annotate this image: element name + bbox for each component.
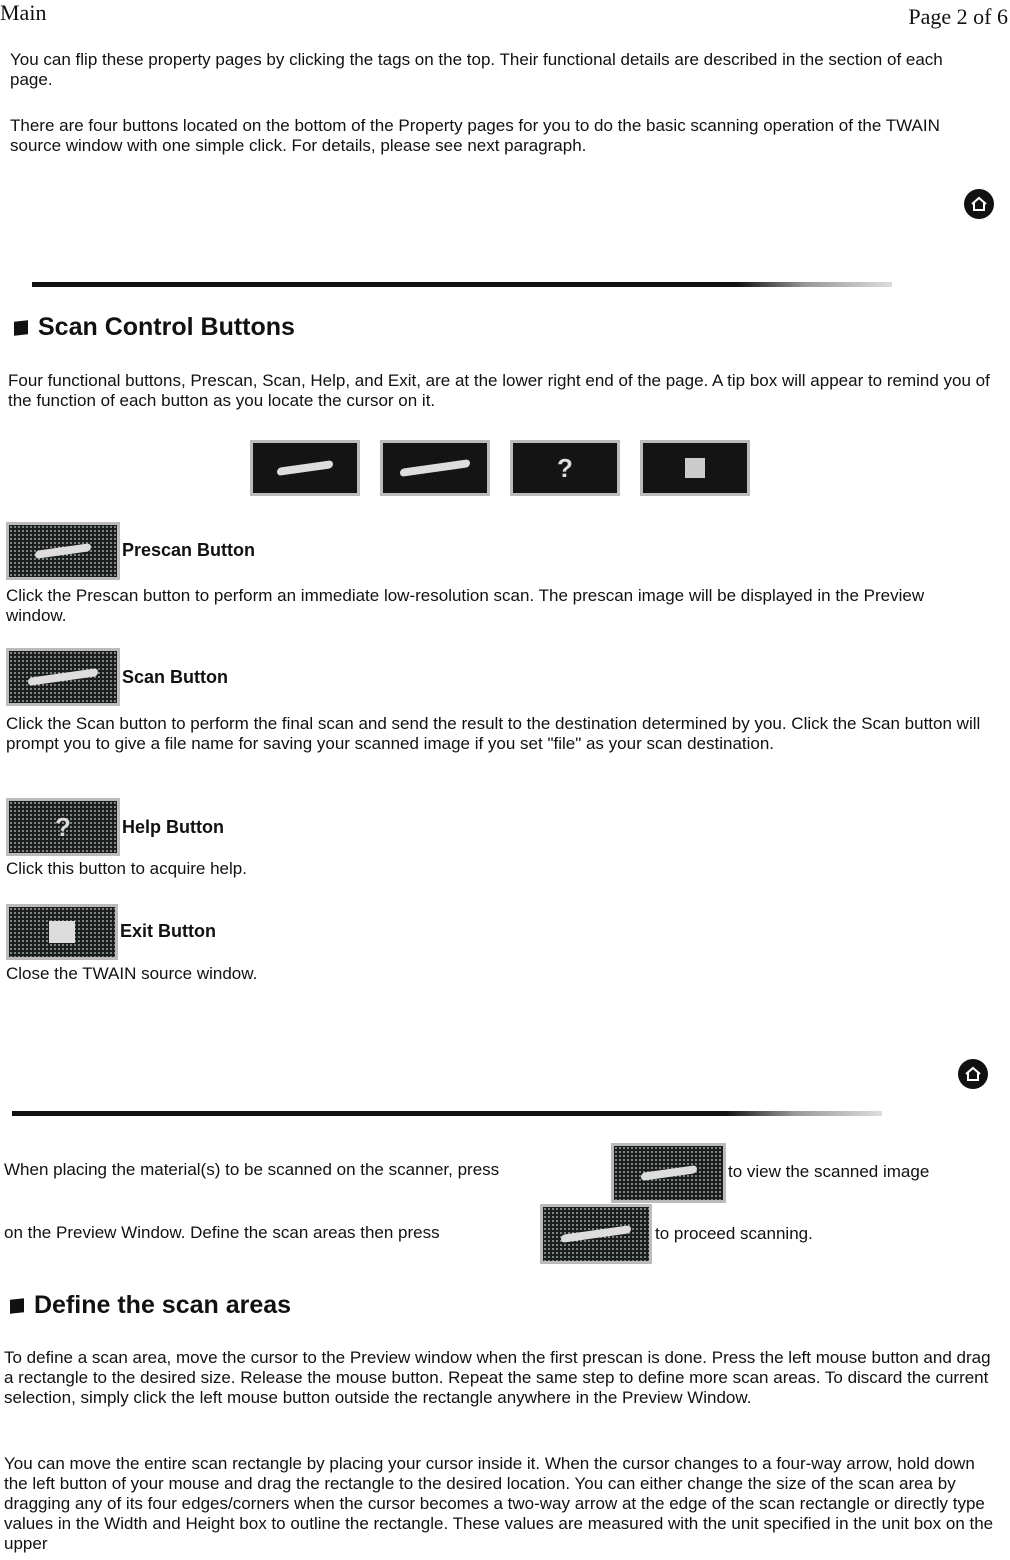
exit-button-text: Close the TWAIN source window. xyxy=(6,964,258,983)
help-button-title: Help Button xyxy=(122,817,224,837)
prescan-icon[interactable] xyxy=(6,522,120,580)
placing-line1-after: to view the scanned image xyxy=(728,1162,930,1181)
exit-icon[interactable] xyxy=(640,440,750,496)
home-icon[interactable] xyxy=(964,189,994,219)
help-button-text: Click this button to acquire help. xyxy=(6,859,247,878)
placing-line2-after: to proceed scanning. xyxy=(655,1224,813,1243)
prescan-icon[interactable] xyxy=(250,440,360,496)
divider-rule xyxy=(32,282,892,287)
define-paragraph-1: To define a scan area, move the cursor to the Preview window when the first prescan is done. Press the left mouse button and drag a rectangle to the desired size. Release the mouse button. Repeat the same step to define more scan areas. To discard the current selection, simply click the left mouse button outside the rectangle anywhere in the Preview Window. xyxy=(4,1348,991,1407)
prescan-button-title: Prescan Button xyxy=(122,540,256,560)
help-glyph: ? xyxy=(557,452,573,483)
exit-button-title: Exit Button xyxy=(120,921,216,941)
page-number: Page 2 of 6 xyxy=(908,4,1008,29)
scan-icon[interactable] xyxy=(540,1204,652,1264)
prescan-icon[interactable] xyxy=(611,1143,726,1203)
bullet-icon xyxy=(10,1298,24,1313)
scan-icon[interactable] xyxy=(380,440,490,496)
help-icon[interactable] xyxy=(6,798,120,856)
bullet-icon xyxy=(14,320,28,335)
divider-rule xyxy=(12,1111,882,1116)
scan-button-text: Click the Scan button to perform the final scan and send the result to the destination determined by you. Click the Scan button will prompt you to give a file name for saving your scanned image if you set "file" as your scan destination. xyxy=(6,714,981,753)
section-heading-scan-control xyxy=(14,313,295,342)
header-left: Main xyxy=(0,0,47,25)
help-glyph: ? xyxy=(55,811,71,842)
scan-icon[interactable] xyxy=(6,648,120,706)
intro-paragraph-1: You can flip these property pages by clicking the tags on the top. Their functional details are described in the section of each page. xyxy=(10,50,943,89)
placing-line1-before: When placing the material(s) to be scanned on the scanner, press xyxy=(4,1160,500,1179)
section-title: Scan Control Buttons xyxy=(38,313,295,341)
exit-icon[interactable] xyxy=(6,904,118,960)
section-description: Four functional buttons, Prescan, Scan, Help, and Exit, are at the lower right end of the page. A tip box will appear to remind you of the function of each button as you locate the cursor on it. xyxy=(8,371,990,410)
prescan-button-text: Click the Prescan button to perform an immediate low-resolution scan. The prescan image will be displayed in the Preview window. xyxy=(6,586,925,625)
define-paragraph-2: You can move the entire scan rectangle by placing your cursor inside it. When the cursor changes to a four-way arrow, hold down the left button of your mouse and drag the rectangle to the desired location. You can either change the size of the scan area by dragging any of its four edges/corners when the cursor becomes a two-way arrow at the edge of the scan rectangle or directly type values in the Width and Height box to outline the rectangle. These values are measured with the unit specified in the unit box on the upper xyxy=(4,1454,994,1553)
intro-paragraph-2: There are four buttons located on the bottom of the Property pages for you to do the basic scanning operation of the TWAIN source window with one simple click. For details, please see next paragraph. xyxy=(10,116,940,155)
scan-button-title: Scan Button xyxy=(122,667,228,687)
section-title: Define the scan areas xyxy=(34,1291,292,1319)
home-icon[interactable] xyxy=(958,1059,988,1089)
placing-line2-before: on the Preview Window. Define the scan areas then press xyxy=(4,1223,440,1242)
section-heading-define-scan-areas xyxy=(10,1291,291,1320)
help-icon[interactable] xyxy=(510,440,620,496)
